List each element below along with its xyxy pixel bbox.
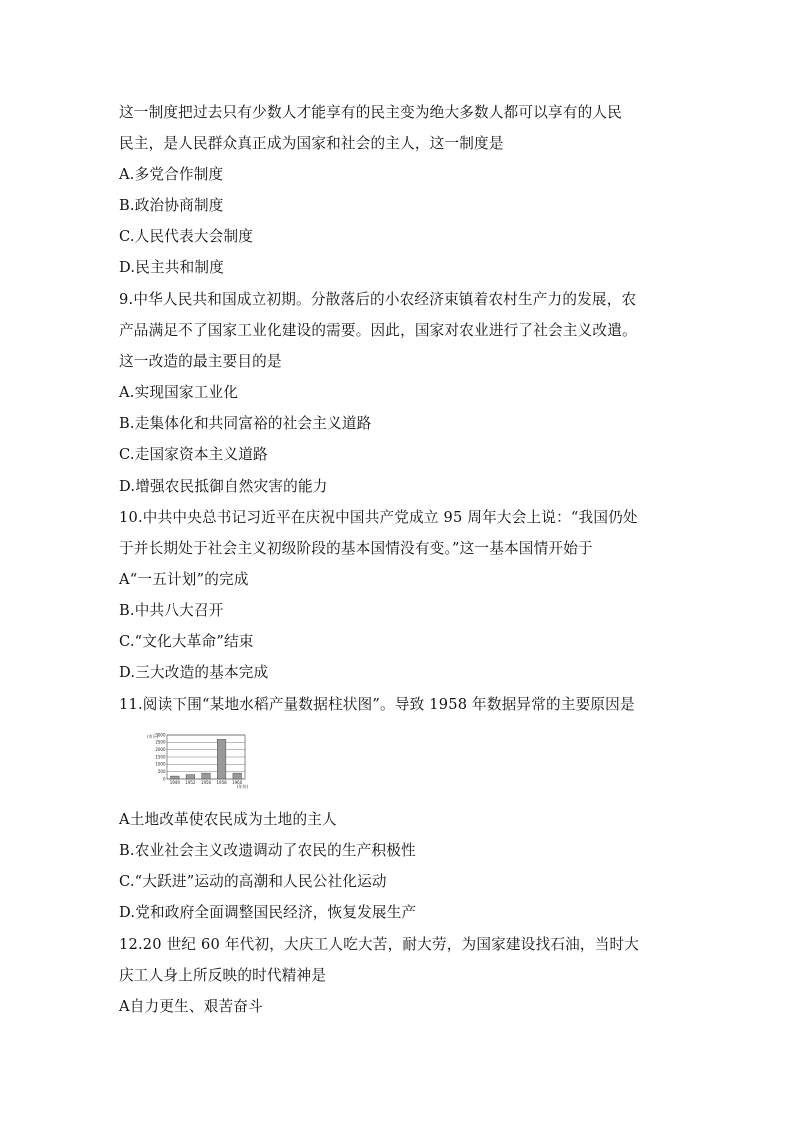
chart-bar-1952 <box>186 775 195 779</box>
question-9-stem-line-3: 这一改造的最主要目的是 <box>119 353 282 370</box>
chart-x-tick-label: 1960 <box>232 780 243 785</box>
question-9-option-a: A.实现国家工业化 <box>119 384 239 401</box>
question-12-stem-line-2: 庆工人身上所反映的时代精神是 <box>119 967 327 984</box>
rice-output-bar-chart <box>145 729 255 791</box>
chart-x-tick-label: 1949 <box>169 780 180 785</box>
question-9-option-b: B.走集体化和共同富裕的社会主义道路 <box>119 415 372 432</box>
chart-x-axis-label: (年份) <box>237 784 249 789</box>
question-10-stem-line-1: 10.中共中央总书记习近平在庆祝中国共产党成立 95 周年大会上说：“我国仍处 <box>119 509 638 526</box>
chart-y-axis-label: (市斤) <box>147 734 159 739</box>
question-10-option-d: D.三大改造的基本完成 <box>119 664 269 681</box>
question-11-option-c: C.“大跃进”运动的高潮和人民公社化运动 <box>119 873 387 890</box>
question-12-stem-line-1: 12.20 世纪 60 年代初，大庆工人吃大苦，耐大劳，为国家建设找石油，当时大 <box>119 936 640 953</box>
chart-x-ticks <box>170 780 243 785</box>
chart-y-ticks <box>155 732 166 781</box>
question-8-option-d: D.民主共和制度 <box>119 259 224 276</box>
question-11-option-b: B.农业社会主义改遗调动了农民的生产积极性 <box>119 842 416 859</box>
question-8-stem-line-2: 民主，是人民群众真正成为国家和社会的主人，这一制度是 <box>119 135 504 152</box>
chart-y-tick-label: 1500 <box>155 754 166 760</box>
question-11-option-d: D.党和政府全面调整国民经济，恢复发展生产 <box>119 904 417 921</box>
chart-y-tick-label: 0 <box>162 776 166 782</box>
chart-x-tick-label: 1956 <box>200 780 212 785</box>
chart-y-tick-label: 3000 <box>155 732 166 738</box>
chart-svg <box>145 729 255 791</box>
question-11-stem: 11.阅读下围“某地水稻产量数据柱状图”。导致 1958 年数据异常的主要原因是 <box>119 696 635 713</box>
chart-bar-1958 <box>217 739 226 779</box>
chart-y-tick-label: 2000 <box>155 747 166 753</box>
chart-bar-1956 <box>202 773 211 779</box>
chart-y-tick-label: 500 <box>157 769 166 775</box>
chart-grid <box>167 735 245 779</box>
question-10-stem-line-2: 于并长期处于社会主义初级阶段的基本国情没有变。”这一基本国情开始于 <box>119 540 593 557</box>
question-8-option-a: A.多党合作制度 <box>119 166 224 183</box>
question-12-option-a: A自力更生、艰苦奋斗 <box>119 998 263 1015</box>
chart-bar-1960 <box>233 773 242 779</box>
question-9-stem-line-2: 产品满足不了国家工业化建设的需要。因此，国家对农业进行了社会主义改遣。 <box>119 322 637 339</box>
question-9-stem-line-1: 9.中华人民共和国成立初期。分散落后的小农经济束镇着农村生产力的发展，农 <box>119 291 637 308</box>
question-11-option-a: A土地改革使农民成为土地的主人 <box>119 811 337 828</box>
question-8-option-c: C.人民代表大会制度 <box>119 228 254 245</box>
question-10-option-c: C.“文化大革命”结束 <box>119 633 254 650</box>
chart-y-tick-label: 1000 <box>155 761 166 767</box>
question-10-option-a: A“一五计划”的完成 <box>119 571 249 588</box>
chart-x-tick-label: 1952 <box>185 780 196 785</box>
question-10-option-b: B.中共八大召开 <box>119 602 224 619</box>
chart-x-tick-label: 1958 <box>216 780 227 785</box>
question-8-option-b: B.政治协商制度 <box>119 197 224 214</box>
question-9-option-d: D.增强农民抵御自然灾害的能力 <box>119 478 328 495</box>
chart-bars <box>171 739 242 779</box>
chart-y-tick-label: 2500 <box>155 739 166 745</box>
chart-bar-1949 <box>171 776 180 779</box>
question-8-stem-line-1: 这一制度把过去只有少数人才能享有的民主变为绝大多数人都可以享有的人民 <box>119 104 622 121</box>
question-9-option-c: C.走国家资本主义道路 <box>119 446 268 463</box>
